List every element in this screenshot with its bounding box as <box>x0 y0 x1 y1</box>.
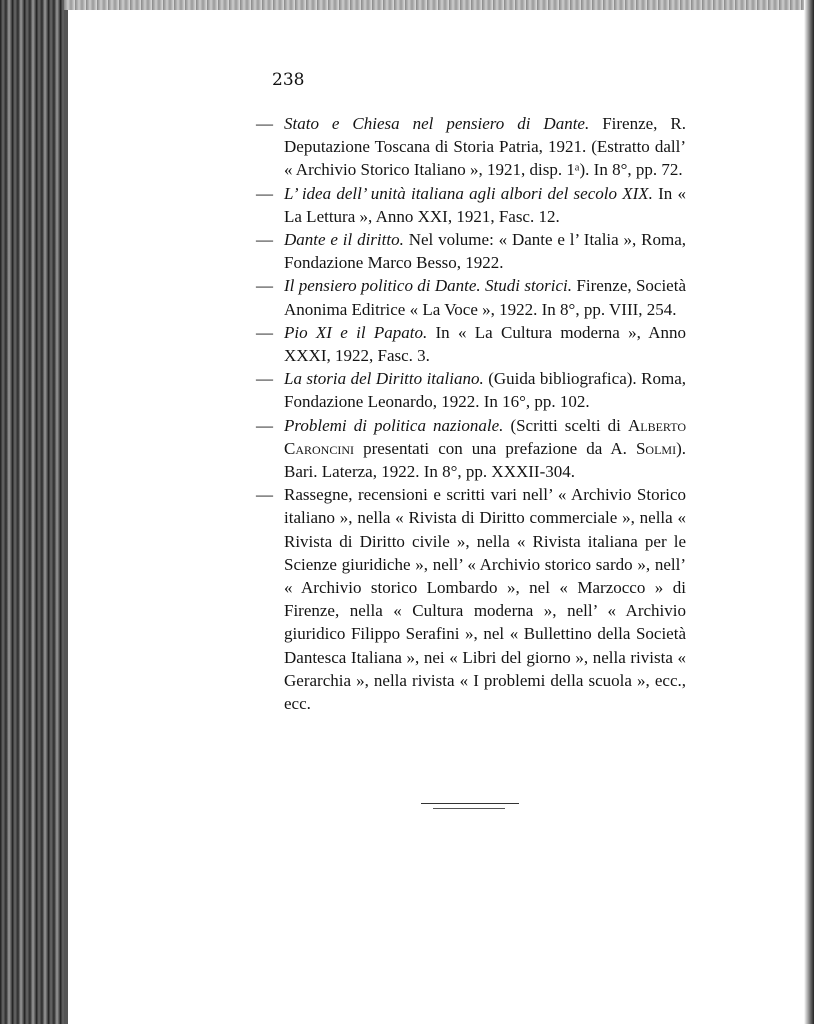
entry-details: Firenze, R. Deputazione Toscana di Storia Patria, 1921. (Estratto dall’ « Archivio Storico Italiano », 1921, disp. 1ᵃ). In 8°, pp. 72. <box>284 114 686 180</box>
entry-details: (Scritti scelti di <box>503 415 628 435</box>
entry-details: Nel volume: « Dante e l’ Italia », Roma, Fondazione Marco Besso, 1922. <box>284 230 686 273</box>
entry-dash: — <box>256 183 273 203</box>
entry-text <box>284 182 686 228</box>
entry-dash: — <box>256 322 273 342</box>
entry-title: L’ idea dell’ unità italiana agli albori del secolo XIX. <box>284 183 653 203</box>
entry-title: Stato e Chiesa nel pensiero di Dante. <box>284 114 590 133</box>
top-page-edge <box>64 0 814 10</box>
entry-text <box>284 228 686 274</box>
bibliography-entry <box>256 367 686 413</box>
entry-details: ). Bari. Laterza, 1922. In 8°, pp. XXXII-304. <box>284 438 686 482</box>
end-rule <box>421 803 519 804</box>
bibliography-entry <box>256 228 686 274</box>
entry-details: In « La Cultura moderna », Anno XXXI, 1922, Fasc. 3. <box>284 322 686 366</box>
entry-details: In « La Lettura », Anno XXI, 1921, Fasc. 12. <box>284 183 686 226</box>
end-rule-short <box>433 808 505 809</box>
bibliography-entry <box>256 321 686 367</box>
entry-text <box>284 414 686 484</box>
entry-title: Problemi di politica nazionale. <box>284 415 504 435</box>
book-binding-edge <box>0 0 64 1024</box>
right-page-edge <box>804 0 814 1024</box>
entry-details: Rassegne, recensioni e scritti vari nell’ « Archivio Storico italiano », nella « Rivista di Diritto commerciale », nella « Rivista di Diritto civile », nella « Rivista italiana per le Scienze giuridiche », nell’ « Archivio storico sardo », nell’ « Archivio storico Lombardo », nel « Marzocco » di Firenze, nella « Cultura moderna », nell’ « Archivio giuridico Filippo Serafini », nel « Bullettino della Società Dantesca Italiana », nei « Libri del giorno », nella rivista « Gerarchia », nella rivista « I problemi della scuola », ecc., ecc. <box>284 485 686 714</box>
entry-dash: — <box>256 230 273 250</box>
entry-details: presentati con una prefazione da A. <box>354 438 636 458</box>
author-name: Alberto Caroncini <box>284 415 686 458</box>
entry-text <box>284 112 686 182</box>
entry-title: Pio XI e il Papato. <box>284 322 428 342</box>
bibliography-entry <box>256 483 686 715</box>
entry-title: Il pensiero politico di Dante. Studi storici. <box>284 276 573 296</box>
entry-dash: — <box>256 369 273 389</box>
entry-details: Firenze, Società Anonima Editrice « La Voce », 1922. In 8°, pp. VIII, 254. <box>284 276 687 319</box>
entry-dash: — <box>256 114 273 133</box>
entry-title: La storia del Diritto italiano. <box>284 369 484 389</box>
entry-text <box>284 483 686 715</box>
page-number: 238 <box>272 70 305 90</box>
entry-dash: — <box>256 485 273 505</box>
entry-text <box>284 274 686 320</box>
entry-title: Dante e il diritto. <box>284 230 404 250</box>
entry-dash: — <box>256 415 273 435</box>
entry-dash: — <box>256 276 273 296</box>
bibliography-entry <box>256 182 686 228</box>
entry-text <box>284 321 686 367</box>
bibliography-entry <box>256 112 686 182</box>
entry-details: (Guida bibliografica). Roma, Fondazione Leonardo, 1922. In 16°, pp. 102. <box>284 369 686 412</box>
author-name: Solmi <box>635 438 677 458</box>
entry-text <box>284 367 686 413</box>
bibliography-entry <box>256 414 686 484</box>
bibliography-list <box>256 112 686 715</box>
bibliography-entry <box>256 274 686 320</box>
